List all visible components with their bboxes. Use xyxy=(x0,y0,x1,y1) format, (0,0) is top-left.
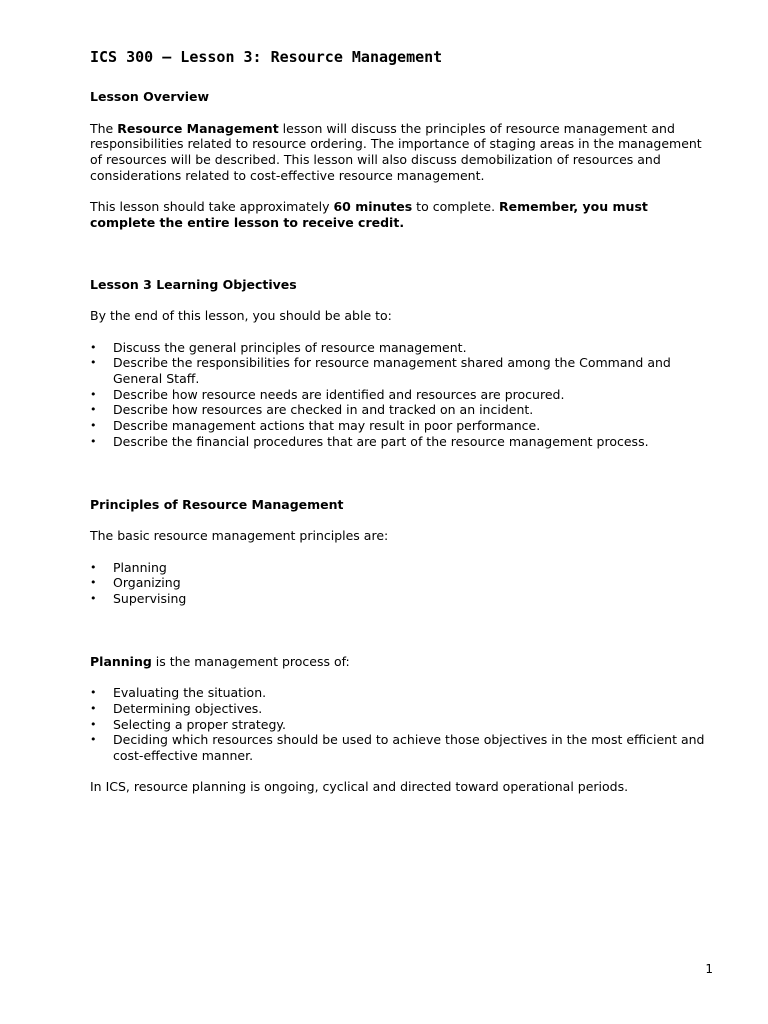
list-item-text: Planning xyxy=(113,559,167,575)
principles-list xyxy=(90,560,715,607)
overview-text-pre: The xyxy=(90,120,118,136)
list-item-text: Describe management actions that may result in poor performance. xyxy=(113,418,541,434)
bullet-icon: • xyxy=(90,717,97,731)
overview-text-post: lesson will discuss the principles of resource management and responsibilities related to resource ordering. The importance of staging areas in the management of resources will be described. This lesson will also discuss demobilization of resources and considerations related to cost-effective resource management. xyxy=(90,120,702,183)
list-item-text: Describe how resources are checked in and tracked on an incident. xyxy=(113,402,534,418)
list-item xyxy=(90,685,715,701)
bullet-icon: • xyxy=(90,701,97,715)
list-item-text: Evaluating the situation. xyxy=(113,685,267,701)
list-item-text: Determining objectives. xyxy=(113,700,263,716)
bullet-icon: • xyxy=(90,340,97,354)
objectives-list xyxy=(90,340,715,450)
list-item xyxy=(90,560,715,576)
planning-intro-text: is the management process of: xyxy=(151,653,350,669)
credit-reminder: Remember, you must complete the entire lesson to receive credit. xyxy=(90,199,648,230)
list-item xyxy=(90,402,715,418)
bullet-icon: • xyxy=(90,733,97,747)
list-item-text: Discuss the general principles of resource management. xyxy=(113,339,467,355)
list-item-text: Selecting a proper strategy. xyxy=(113,716,287,732)
bullet-icon: • xyxy=(90,356,97,370)
planning-list xyxy=(90,685,715,764)
list-item xyxy=(90,387,715,403)
overview-paragraph xyxy=(90,121,715,184)
list-item xyxy=(90,701,715,717)
principles-heading: Principles of Resource Management xyxy=(90,496,344,512)
list-item xyxy=(90,355,715,386)
duration-paragraph xyxy=(90,199,715,230)
bullet-icon: • xyxy=(90,592,97,606)
list-item-text: Organizing xyxy=(113,575,181,591)
page-title: ICS 300 – Lesson 3: Resource Management xyxy=(90,48,443,66)
bullet-icon: • xyxy=(90,576,97,590)
bullet-icon: • xyxy=(90,434,97,448)
list-item-text: Describe how resource needs are identified and resources are procured. xyxy=(113,386,565,402)
duration-text-mid: to complete. xyxy=(412,199,500,215)
bullet-icon: • xyxy=(90,686,97,700)
list-item-text: Supervising xyxy=(113,591,187,607)
learning-objectives-heading: Lesson 3 Learning Objectives xyxy=(90,276,297,292)
list-item xyxy=(90,591,715,607)
list-item xyxy=(90,732,715,763)
planning-intro xyxy=(90,654,715,670)
principles-intro: The basic resource management principles are: xyxy=(90,528,389,544)
bullet-icon: • xyxy=(90,403,97,417)
bullet-icon: • xyxy=(90,387,97,401)
list-item-text: Describe the responsibilities for resource management shared among the Command and General Staff. xyxy=(113,355,671,387)
list-item xyxy=(90,434,715,450)
overview-text-bold: Resource Management xyxy=(117,120,279,136)
duration-text-pre: This lesson should take approximately xyxy=(90,199,334,215)
list-item-text: Deciding which resources should be used to achieve those objectives in the most efficient and cost-effective manner. xyxy=(113,732,705,763)
planning-term: Planning xyxy=(90,653,152,669)
document-page xyxy=(90,46,715,795)
list-item xyxy=(90,418,715,434)
bullet-icon: • xyxy=(90,419,97,433)
list-item-text: Describe the financial procedures that are part of the resource management process. xyxy=(113,433,649,449)
duration-text-bold: 60 minutes xyxy=(333,199,413,215)
objectives-intro: By the end of this lesson, you should be able to: xyxy=(90,308,392,324)
lesson-overview-heading: Lesson Overview xyxy=(90,89,210,104)
list-item xyxy=(90,575,715,591)
page-number: 1 xyxy=(705,962,713,976)
bullet-icon: • xyxy=(90,560,97,574)
list-item xyxy=(90,717,715,733)
planning-closing: In ICS, resource planning is ongoing, cyclical and directed toward operational periods. xyxy=(90,779,629,795)
list-item xyxy=(90,340,715,356)
